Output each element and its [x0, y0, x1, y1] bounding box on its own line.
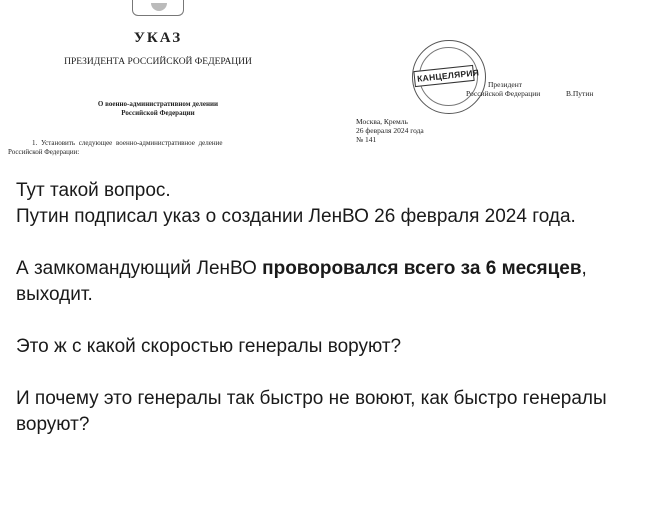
- post-paragraph: [16, 256, 646, 308]
- post-text: [16, 178, 646, 464]
- decree-heading-line: О военно-административном делении: [97, 100, 219, 108]
- decree-heading-line: Российской Федерации: [121, 109, 195, 117]
- decree-place-date: [356, 117, 424, 144]
- decree-body: [8, 139, 304, 157]
- signature-role-line2: Российской Федерации: [466, 89, 541, 98]
- post-text-span: А замкомандующий ЛенВО: [16, 258, 263, 279]
- decree-document-image: [0, 0, 662, 168]
- decree-place: Москва, Кремль: [356, 117, 408, 126]
- decree-heading: [0, 100, 316, 118]
- office-stamp-label: КАНЦЕЛЯРИЯ: [413, 65, 474, 87]
- post-text-span: , выходит.: [16, 258, 587, 305]
- post-bold-span: проворовался всего за 6 месяцев: [262, 258, 582, 279]
- decree-body-line: Российской Федерации:: [8, 148, 80, 156]
- post-paragraph: И почему это генералы так быстро не воюют, как быстро генералы воруют?: [16, 388, 607, 435]
- post-line: Путин подписал указ о создании ЛенВО 26 февраля 2024 года.: [16, 206, 576, 227]
- decree-body-line: 1. Установить следующее военно-административное деление: [32, 139, 223, 147]
- signature-name: В.Путин: [566, 89, 594, 98]
- decree-subtitle: ПРЕЗИДЕНТА РОССИЙСКОЙ ФЕДЕРАЦИИ: [64, 57, 252, 67]
- post-paragraph: Это ж с какой скоростью генералы воруют?: [16, 336, 402, 357]
- signature-role-line1: Президент: [488, 80, 522, 89]
- decree-signature: [466, 80, 594, 98]
- decree-title: УКАЗ: [133, 30, 183, 46]
- post-line: Тут такой вопрос.: [16, 180, 171, 201]
- decree-number: № 141: [356, 135, 377, 144]
- state-emblem-icon: [132, 0, 184, 16]
- post-paragraph: [16, 178, 646, 230]
- decree-date: 26 февраля 2024 года: [356, 126, 424, 135]
